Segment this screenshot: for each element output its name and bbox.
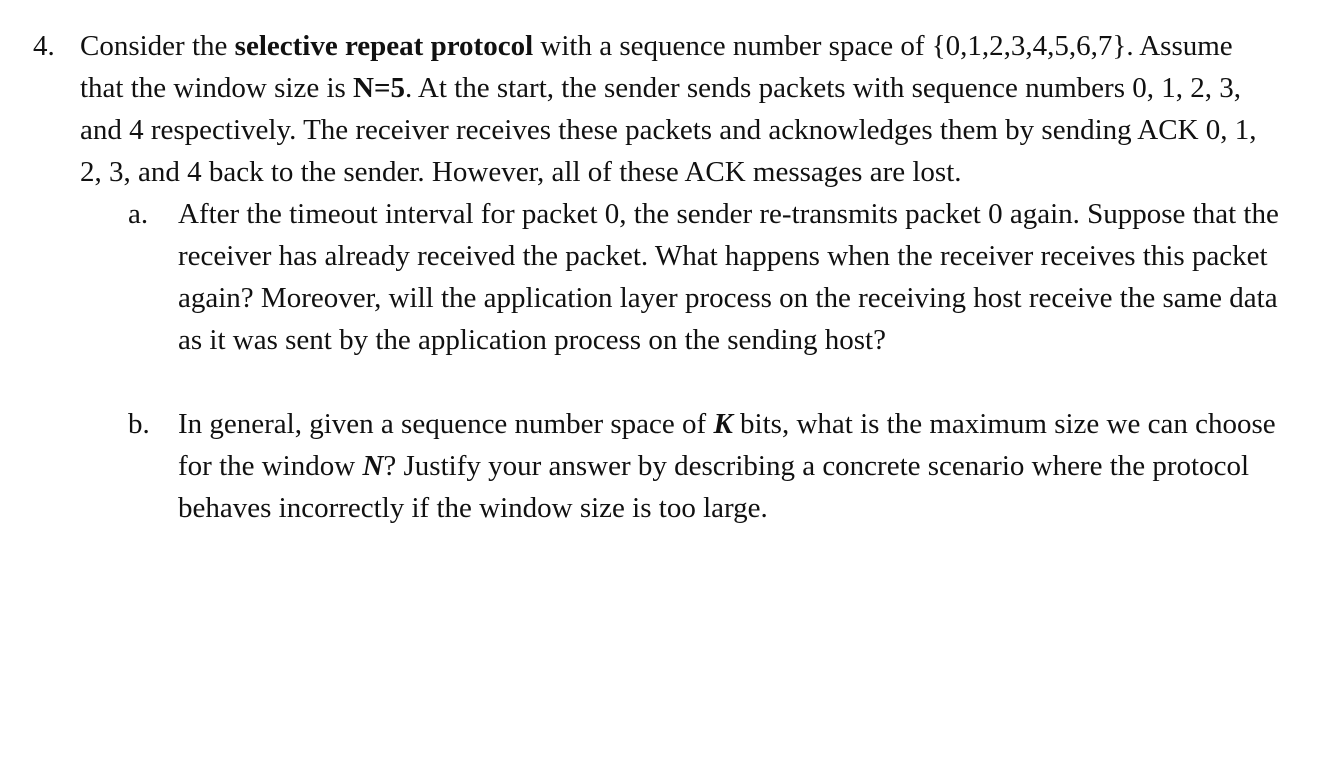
question-number: 4. bbox=[33, 30, 55, 62]
k-variable: K bbox=[713, 408, 733, 440]
subquestion-b-text-mid: bits, what is the maximum size we can choose for the window bbox=[178, 408, 1276, 482]
question-body bbox=[80, 25, 1280, 529]
subquestion-b-text-pre: In general, given a sequence number space of bbox=[178, 408, 714, 440]
protocol-name: selective repeat protocol bbox=[234, 30, 534, 62]
subquestion-b bbox=[0, 403, 1280, 529]
intro-pre: Consider the bbox=[80, 30, 235, 62]
subquestion-a-text: After the timeout interval for packet 0, the sender re-transmits packet 0 again. Suppose that the receiver has already received the packet. What happens when the receiver receives this packet again? Moreover, will the application layer process on the receiving host receive the same data as it was sent by the application process on the sending host? bbox=[178, 198, 1279, 356]
n-variable: N bbox=[362, 450, 384, 482]
subquestion-b-marker: b. bbox=[128, 408, 150, 440]
subquestion-b-text bbox=[178, 403, 1280, 529]
subquestion-list bbox=[80, 193, 1280, 529]
subquestion-a-marker: a. bbox=[128, 198, 149, 230]
intro-mid: with a sequence number space of {0,1,2,3,4,5,6,7}. Assume that the window size is bbox=[80, 30, 1233, 104]
intro-post: . At the start, the sender sends packets with sequence numbers 0, 1, 2, 3, and 4 respectively. The receiver receives these packets and acknowledges them by sending ACK 0, 1, 2, 3, and 4 back to the sender. However, all of these ACK messages are lost. bbox=[80, 72, 1257, 188]
subquestion-a bbox=[0, 193, 1280, 361]
subquestion-b-text-post: ? Justify your answer by describing a concrete scenario where the protocol behaves incorrectly if the window size is too large. bbox=[178, 450, 1250, 524]
window-size: N=5 bbox=[353, 72, 406, 104]
question-intro bbox=[80, 25, 1280, 193]
